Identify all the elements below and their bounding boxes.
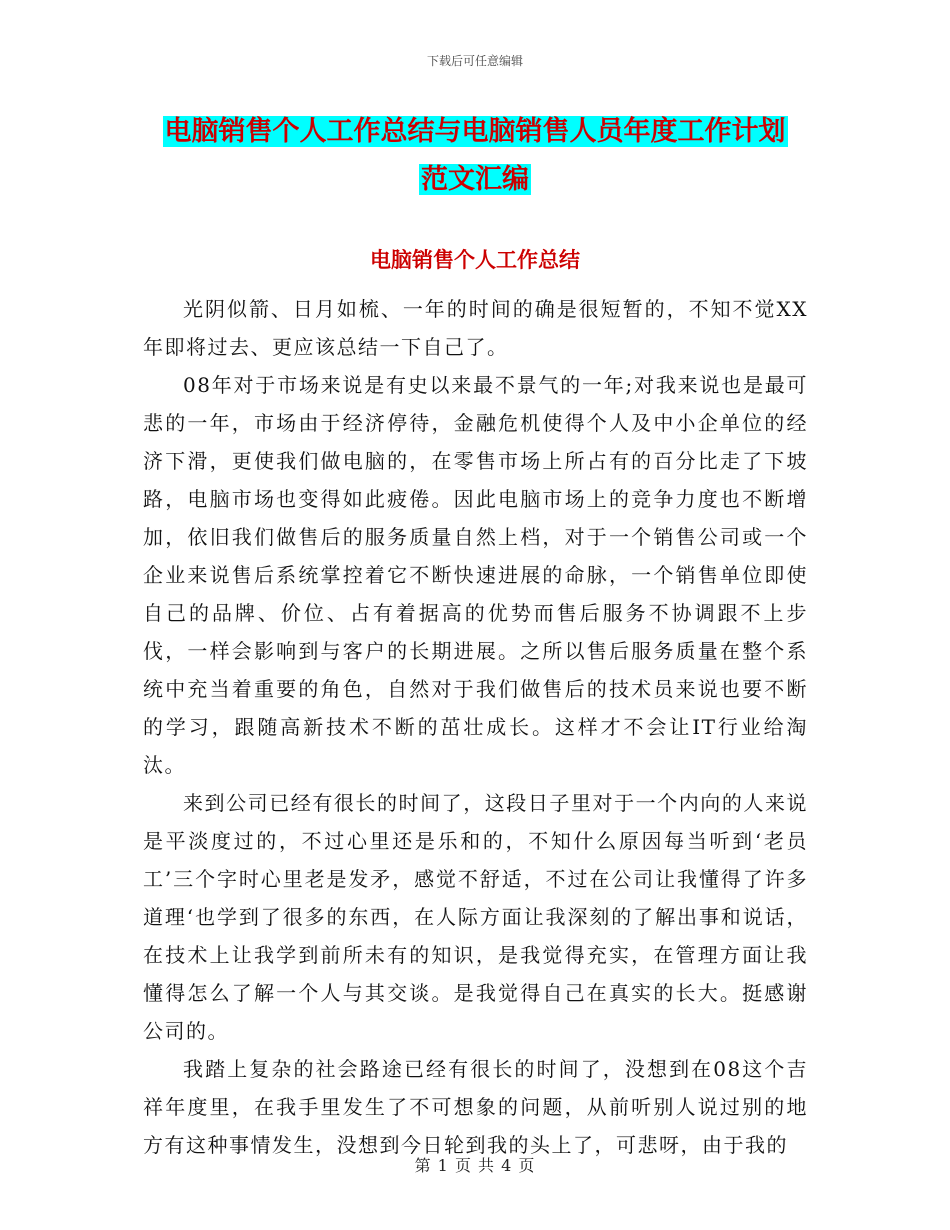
paragraph: 来到公司已经有很长的时间了，这段日子里对于一个内向的人来说是平淡度过的，不过心里还是乐和的，不知什么原因每当听到‘老员工’三个字时心里老是发矛，感觉不舒适，不过在公司让我懂得了许多道理‘也学到了很多的东西，在人际方面让我深刻的了解出事和说话，在技术上让我学到前所未有的知识，是我觉得充实，在管理方面让我懂得怎么了解一个人与其交谈。是我觉得自己在真实的长大。挺感谢公司的。 (143, 791, 808, 1043)
body-text (143, 290, 808, 1164)
document-title-line-2: 范文汇编 (421, 164, 529, 195)
paragraph: 我踏上复杂的社会路途已经有很长的时间了，没想到在08这个吉祥年度里，在我手里发生了不可想象的问题，从前听别人说过别的地方有这种事情发生，没想到今日轮到我的头上了，可悲呀，由于我的 (143, 1057, 808, 1157)
document-title-line-1: 电脑销售个人工作总结与电脑销售人员年度工作计划 (164, 116, 786, 147)
page-footer: 第 1 页 共 4 页 (414, 1156, 536, 1175)
page-header: 下载后可任意编辑 (426, 54, 523, 68)
paragraph: 08年对于市场来说是有史以来最不景气的一年;对我来说也是最可悲的一年，市场由于经济停待，金融危机使得个人及中小企单位的经济下滑，更使我们做电脑的，在零售市场上所占有的百分比走了下坡路，电脑市场也变得如此疲倦。因此电脑市场上的竞争力度也不断增加，依旧我们做售后的服务质量自然上档，对于一个销售公司或一个企业来说售后系统掌控着它不断快速进展的命脉，一个销售单位即使自己的品牌、价位、占有着据高的优势而售后服务不协调跟不上步伐，一样会影响到与客户的长期进展。之所以售后服务质量在整个系统中充当着重要的角色，自然对于我们做售后的技术员来说也要不断的学习，跟随高新技术不断的茁壮成长。这样才不会让IT行业给淘汰。 (143, 373, 808, 777)
section-title: 电脑销售个人工作总结 (370, 247, 580, 272)
document-title (140, 108, 810, 204)
paragraph: 光阴似箭、日月如梳、一年的时间的确是很短暂的，不知不觉XX年即将过去、更应该总结一下自己了。 (143, 297, 808, 359)
